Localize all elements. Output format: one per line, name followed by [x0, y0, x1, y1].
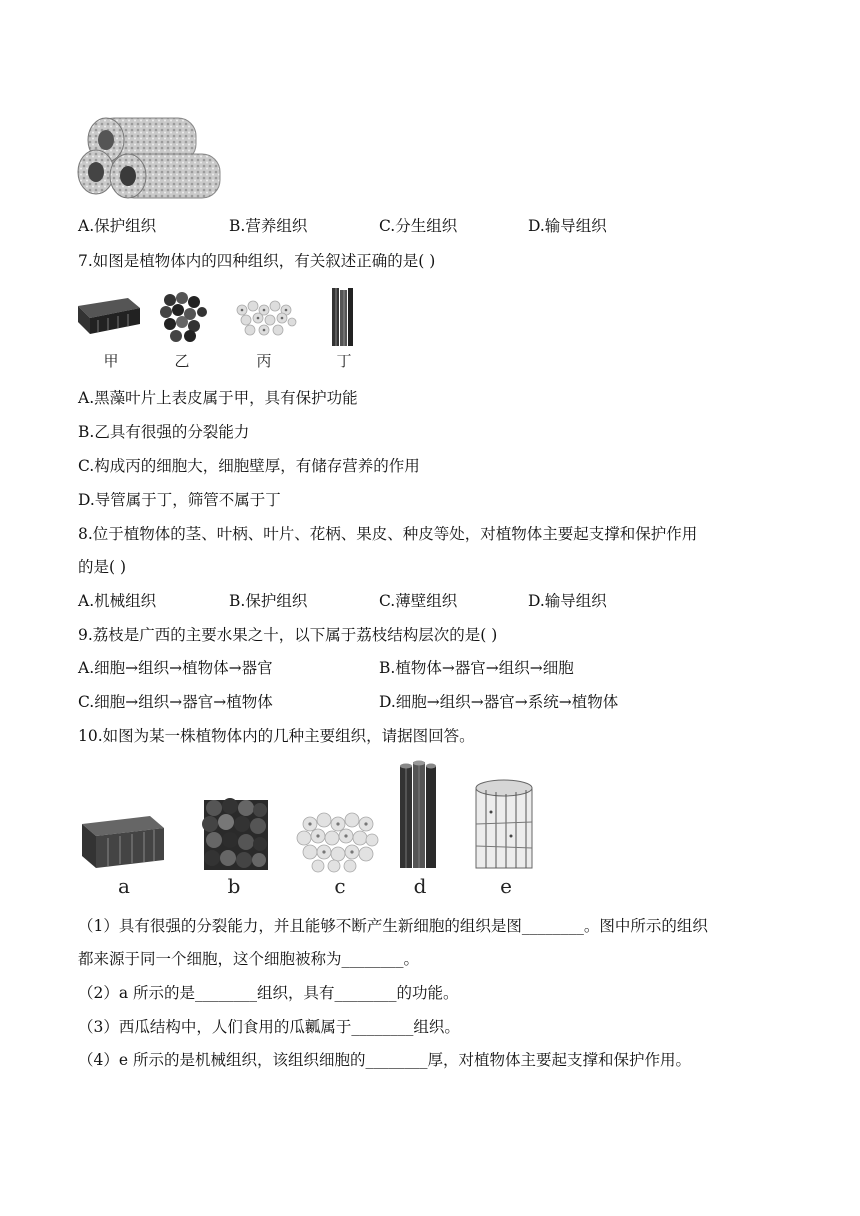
q10-sub2: （2）a 所示的是________组织，具有________的功能。 — [78, 984, 459, 1002]
figure-label-bing: 丙 — [256, 352, 272, 370]
tissue-d-image — [400, 761, 436, 869]
q7-option-d: D.导管属于丁，筛管不属于丁 — [78, 491, 281, 509]
q10-stem: 10.如图为某一株植物体内的几种主要组织，请据图回答。 — [78, 727, 475, 745]
q7-tissue-figure — [78, 288, 368, 348]
q9-option-a: A.细胞→组织→植物体→器官 — [78, 659, 273, 677]
tissue-c-image — [297, 813, 378, 872]
q9-option-d: D.细胞→组织→器官→系统→植物体 — [379, 693, 619, 711]
tissue-jia-image — [78, 298, 140, 334]
figure-label-ding: 丁 — [336, 352, 352, 370]
tissue-yi-image — [160, 292, 207, 342]
q6-option-c: C.分生组织 — [379, 217, 458, 235]
q7-option-b: B.乙具有很强的分裂能力 — [78, 423, 250, 441]
figure-label-yi: 乙 — [174, 352, 190, 370]
q8-option-a: A.机械组织 — [78, 592, 157, 610]
q9-option-c: C.细胞→组织→器官→植物体 — [78, 693, 273, 711]
q6-option-b: B.营养组织 — [229, 217, 308, 235]
q7-option-c: C.构成丙的细胞大，细胞壁厚，有储存营养的作用 — [78, 457, 420, 475]
q9-option-b: B.植物体→器官→组织→细胞 — [379, 659, 574, 677]
q10-tissue-figure — [78, 762, 538, 872]
figure-label-a: a — [118, 874, 130, 898]
q6-option-d: D.输导组织 — [528, 217, 607, 235]
tissue-b-image — [202, 798, 268, 870]
q8-option-b: B.保护组织 — [229, 592, 308, 610]
figure-label-c: c — [334, 874, 346, 898]
q10-sub3: （3）西瓜结构中，人们食用的瓜瓤属于________组织。 — [78, 1018, 460, 1036]
q8-stem-line1: 8.位于植物体的茎、叶柄、叶片、花柄、果皮、种皮等处，对植物体主要起支撑和保护作用 — [78, 525, 698, 543]
q8-option-d: D.输导组织 — [528, 592, 607, 610]
figure-label-b: b — [227, 874, 241, 898]
q8-stem-line2: 的是( ) — [78, 558, 127, 576]
tissue-a-image — [82, 816, 164, 868]
q7-option-a: A.黑藻叶片上表皮属于甲，具有保护功能 — [78, 389, 358, 407]
q8-option-c: C.薄壁组织 — [379, 592, 458, 610]
tissue-ding-image — [332, 288, 353, 346]
q6-option-a: A.保护组织 — [78, 217, 157, 235]
q10-sub1-line1: （1）具有很强的分裂能力，并且能够不断产生新细胞的组织是图________。图中所示的组织 — [78, 917, 708, 935]
q10-sub4: （4）e 所示的是机械组织，该组织细胞的________厚，对植物体主要起支撑和保护作用。 — [78, 1051, 691, 1069]
figure-label-d: d — [413, 874, 427, 898]
q7-stem: 7.如图是植物体内的四种组织，有关叙述正确的是( ) — [78, 252, 436, 270]
figure-label-e: e — [500, 874, 512, 898]
figure-label-jia: 甲 — [103, 352, 119, 370]
tissue-e-image — [476, 780, 532, 868]
q10-sub1-line2: 都来源于同一个细胞，这个细胞被称为________。 — [78, 950, 420, 968]
loofah-sponge-figure — [76, 110, 222, 202]
tissue-bing-image — [237, 301, 296, 335]
q9-stem: 9.荔枝是广西的主要水果之十，以下属于荔枝结构层次的是( ) — [78, 626, 498, 644]
